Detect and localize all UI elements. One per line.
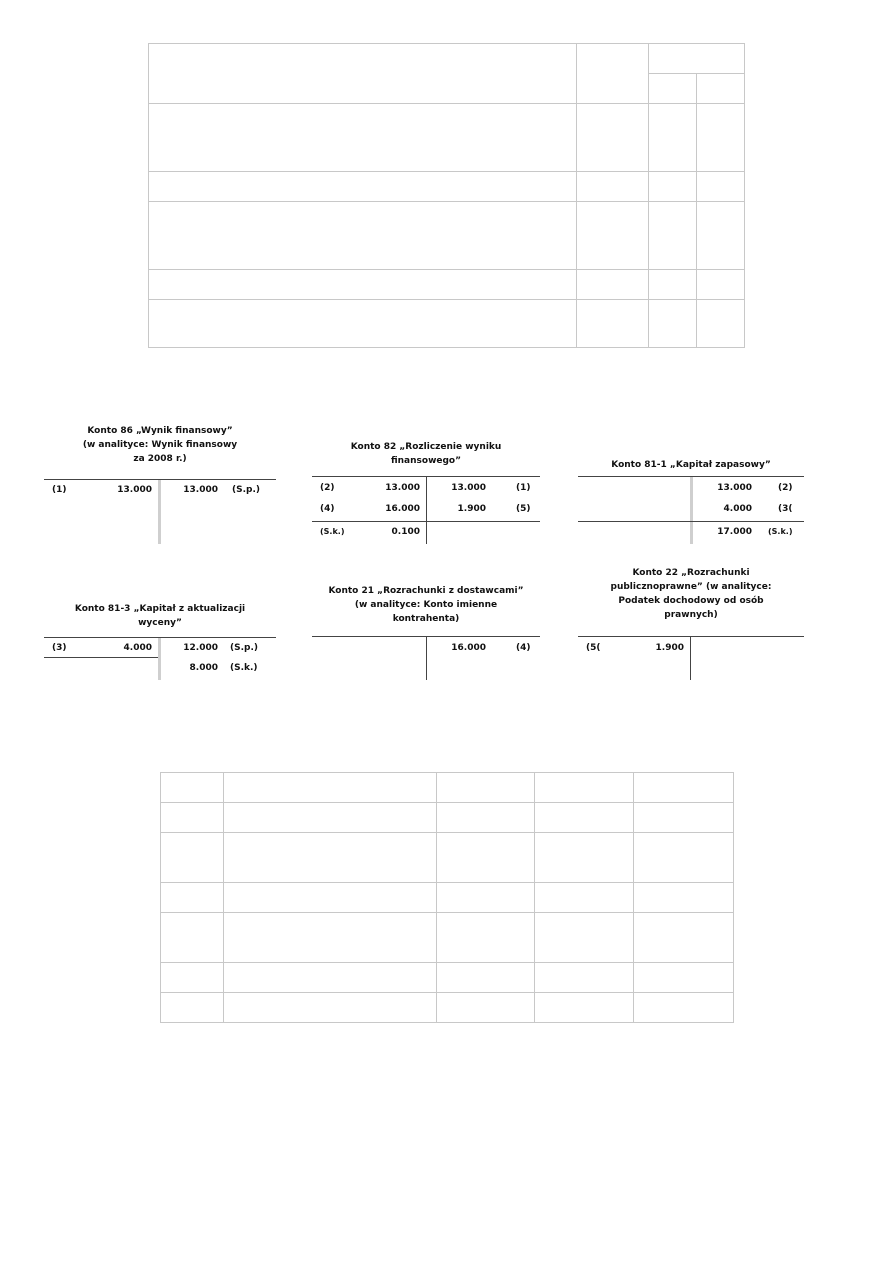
- credit-amount: 4.000: [723, 504, 752, 514]
- t-account-86: [44, 424, 276, 544]
- table-row: [161, 963, 734, 993]
- debit-ref: (5(: [586, 643, 601, 653]
- credit-ref: (1): [516, 483, 531, 493]
- credit-ref: (4): [516, 643, 531, 653]
- account-title: Konto 81-1 „Kapitał zapasowy”: [611, 460, 771, 470]
- header-cell: [149, 44, 577, 104]
- header-cell: [649, 44, 745, 74]
- header-row: [161, 773, 734, 803]
- credit-amount: 12.000: [183, 643, 218, 653]
- credit-ref: (S.p.): [230, 643, 258, 653]
- debit-ref: (2): [320, 483, 335, 493]
- account-title: Konto 86 „Wynik finansowy” (w analityce: Wynik finansowy za 2008 r.): [82, 426, 238, 464]
- account-title: Konto 21 „Rozrachunki z dostawcami” (w analityce: Konto imienne kontrahenta): [328, 586, 524, 624]
- credit-amount: 13.000: [717, 483, 752, 493]
- credit-ref: (3(: [778, 504, 793, 514]
- table-row: [161, 913, 734, 963]
- t-account-21: [312, 584, 540, 680]
- balance-amount: 8.000: [189, 663, 218, 673]
- summary-table-top: [148, 43, 745, 348]
- header-cell: [649, 74, 697, 104]
- debit-ref: (4): [320, 504, 335, 514]
- credit-amount: 16.000: [451, 643, 486, 653]
- credit-amount: 13.000: [451, 483, 486, 493]
- debit-amount: 13.000: [385, 483, 420, 493]
- debit-amount: 1.900: [655, 643, 684, 653]
- t-account-81-3: [44, 602, 276, 680]
- credit-amount: 13.000: [183, 485, 218, 495]
- table-row: [161, 833, 734, 883]
- account-title: Konto 82 „Rozliczenie wyniku finansowego”: [350, 442, 502, 466]
- balance-ref: (S.k.): [230, 663, 258, 673]
- table-row: [149, 300, 745, 348]
- balance-ref: (S.k.): [768, 527, 793, 536]
- t-account-22: [578, 566, 804, 680]
- header-cell: [577, 44, 649, 104]
- credit-ref: (5): [516, 504, 531, 514]
- table-row: [161, 993, 734, 1023]
- credit-ref: (S.p.): [232, 485, 260, 495]
- table-row: [161, 883, 734, 913]
- balance-amount: 17.000: [717, 527, 752, 537]
- debit-amount: 4.000: [123, 643, 152, 653]
- table-row: [149, 172, 745, 202]
- header-cell: [697, 74, 745, 104]
- debit-ref: (1): [52, 485, 67, 495]
- table-row: [149, 270, 745, 300]
- t-account-82: [312, 440, 540, 544]
- account-title: Konto 81-3 „Kapitał z aktualizacji wyceny”: [74, 604, 246, 628]
- debit-amount: 13.000: [117, 485, 152, 495]
- balance-ref: (S.k.): [320, 527, 345, 536]
- credit-ref: (2): [778, 483, 793, 493]
- balance-amount: 0.100: [391, 527, 420, 537]
- t-account-81-1: [578, 458, 804, 544]
- summary-table-bottom: [160, 772, 734, 1023]
- table-row: [149, 104, 745, 172]
- debit-ref: (3): [52, 643, 67, 653]
- credit-amount: 1.900: [457, 504, 486, 514]
- table-row: [149, 202, 745, 270]
- debit-amount: 16.000: [385, 504, 420, 514]
- account-title: Konto 22 „Rozrachunki publicznoprawne” (w analityce: Podatek dochodowy od osób prawnych): [610, 568, 772, 620]
- table-row: [161, 803, 734, 833]
